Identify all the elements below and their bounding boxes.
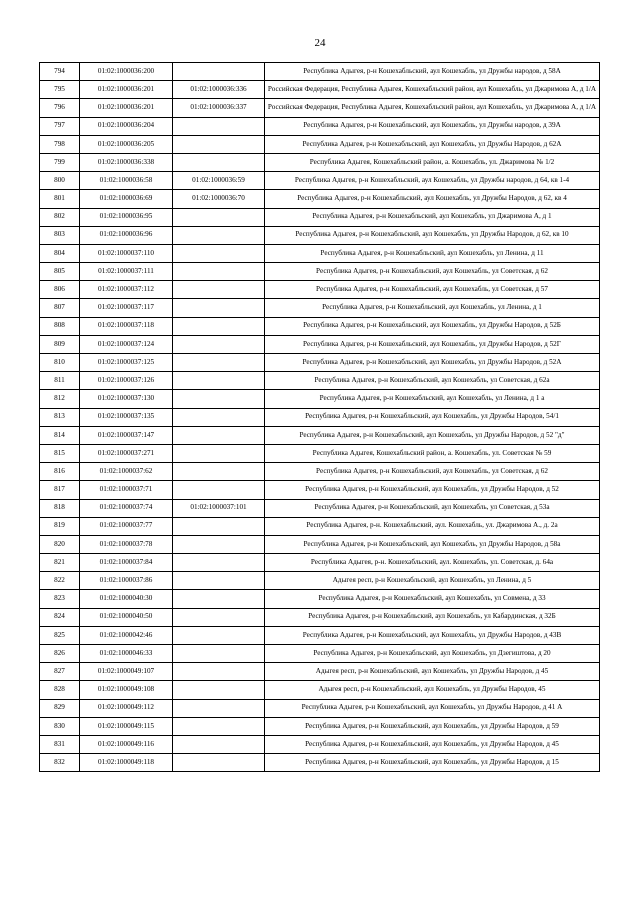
address-cell: Республика Адыгея, р-н Кошехабльский, аул Кошехабль, ул Советская, д 57 bbox=[265, 281, 600, 299]
row-number-cell: 832 bbox=[40, 754, 80, 772]
row-number-cell: 801 bbox=[40, 190, 80, 208]
row-number-cell: 806 bbox=[40, 281, 80, 299]
cadastral-number-cell: 01:02:1000037:71 bbox=[80, 481, 173, 499]
related-cadastral-number-cell bbox=[173, 244, 265, 262]
row-number-cell: 831 bbox=[40, 735, 80, 753]
row-number-cell: 796 bbox=[40, 99, 80, 117]
table-row bbox=[40, 190, 600, 208]
row-number-cell: 817 bbox=[40, 481, 80, 499]
table-row bbox=[40, 299, 600, 317]
related-cadastral-number-cell bbox=[173, 408, 265, 426]
table-row bbox=[40, 572, 600, 590]
related-cadastral-number-cell bbox=[173, 735, 265, 753]
table-row bbox=[40, 426, 600, 444]
address-cell: Адыгея респ, р-н Кошехабльский, аул Кошехабль, ул Ленина, д 5 bbox=[265, 572, 600, 590]
cadastral-number-cell: 01:02:1000046:33 bbox=[80, 645, 173, 663]
row-number-cell: 795 bbox=[40, 81, 80, 99]
row-number-cell: 830 bbox=[40, 717, 80, 735]
address-cell: Республика Адыгея, р-н Кошехабльский, аул Кошехабль, ул Советская, д 62 bbox=[265, 463, 600, 481]
cadastral-number-cell: 01:02:1000037:62 bbox=[80, 463, 173, 481]
table-row bbox=[40, 699, 600, 717]
address-cell: Республика Адыгея, р-н Кошехабльский, аул Кошехабль, ул Дружбы Народов, д 45 bbox=[265, 735, 600, 753]
related-cadastral-number-cell bbox=[173, 281, 265, 299]
related-cadastral-number-cell bbox=[173, 135, 265, 153]
address-cell: Республика Адыгея, р-н Кошехабльский, аул Кошехабль, ул Джаримова А, д 1 bbox=[265, 208, 600, 226]
address-cell: Республика Адыгея, Кошехабльский район, а. Кошехабль, ул. Советская № 59 bbox=[265, 444, 600, 462]
row-number-cell: 827 bbox=[40, 663, 80, 681]
cadastral-number-cell: 01:02:1000037:84 bbox=[80, 554, 173, 572]
row-number-cell: 821 bbox=[40, 554, 80, 572]
row-number-cell: 805 bbox=[40, 263, 80, 281]
address-cell: Республика Адыгея, р-н Кошехабльский, аул Кошехабль, ул Дружбы Народов, д 43В bbox=[265, 626, 600, 644]
cadastral-number-cell: 01:02:1000036:205 bbox=[80, 135, 173, 153]
row-number-cell: 800 bbox=[40, 172, 80, 190]
related-cadastral-number-cell: 01:02:1000036:336 bbox=[173, 81, 265, 99]
address-cell: Республика Адыгея, р-н Кошехабльский, аул Кошехабль, ул Дружбы Народов, д 62А bbox=[265, 135, 600, 153]
address-cell: Республика Адыгея, р-н Кошехабльский, аул Кошехабль, ул Дружбы народов, д 58А bbox=[265, 63, 600, 81]
address-cell: Республика Адыгея, р-н Кошехабльский, аул Кошехабль, ул Ленина, д 11 bbox=[265, 244, 600, 262]
address-cell: Республика Адыгея, Кошехабльский район, а. Кошехабль, ул. Джаримова № 1/2 bbox=[265, 153, 600, 171]
related-cadastral-number-cell bbox=[173, 463, 265, 481]
row-number-cell: 824 bbox=[40, 608, 80, 626]
related-cadastral-number-cell bbox=[173, 608, 265, 626]
related-cadastral-number-cell bbox=[173, 590, 265, 608]
table-row bbox=[40, 63, 600, 81]
related-cadastral-number-cell bbox=[173, 354, 265, 372]
table-row bbox=[40, 263, 600, 281]
address-cell: Адыгея респ, р-н Кошехабльский, аул Кошехабль, ул Дружбы Народов, 45 bbox=[265, 681, 600, 699]
cadastral-number-cell: 01:02:1000049:107 bbox=[80, 663, 173, 681]
related-cadastral-number-cell bbox=[173, 754, 265, 772]
row-number-cell: 826 bbox=[40, 645, 80, 663]
cadastral-number-cell: 01:02:1000036:96 bbox=[80, 226, 173, 244]
row-number-cell: 804 bbox=[40, 244, 80, 262]
row-number-cell: 808 bbox=[40, 317, 80, 335]
related-cadastral-number-cell bbox=[173, 390, 265, 408]
related-cadastral-number-cell: 01:02:1000037:101 bbox=[173, 499, 265, 517]
address-cell: Республика Адыгея, р-н Кошехабльский, аул Кошехабль, ул Дружбы Народов, д 62, кв 4 bbox=[265, 190, 600, 208]
cadastral-number-cell: 01:02:1000037:130 bbox=[80, 390, 173, 408]
cadastral-number-cell: 01:02:1000036:204 bbox=[80, 117, 173, 135]
address-cell: Республика Адыгея, р-н Кошехабльский, аул Кошехабль, ул Дружбы Народов, 54/1 bbox=[265, 408, 600, 426]
table-row bbox=[40, 99, 600, 117]
row-number-cell: 812 bbox=[40, 390, 80, 408]
address-cell: Республика Адыгея, р-н. Кошехабльский, аул. Кошехабль, ул. Джаримова А., д. 2а bbox=[265, 517, 600, 535]
row-number-cell: 794 bbox=[40, 63, 80, 81]
row-number-cell: 815 bbox=[40, 444, 80, 462]
cadastral-number-cell: 01:02:1000037:86 bbox=[80, 572, 173, 590]
address-cell: Республика Адыгея, р-н Кошехабльский, аул Кошехабль, ул Дружбы Народов, д 41 А bbox=[265, 699, 600, 717]
related-cadastral-number-cell bbox=[173, 426, 265, 444]
related-cadastral-number-cell bbox=[173, 572, 265, 590]
table-row bbox=[40, 535, 600, 553]
row-number-cell: 819 bbox=[40, 517, 80, 535]
cadastral-number-cell: 01:02:1000040:30 bbox=[80, 590, 173, 608]
row-number-cell: 823 bbox=[40, 590, 80, 608]
related-cadastral-number-cell bbox=[173, 153, 265, 171]
table-row bbox=[40, 663, 600, 681]
row-number-cell: 816 bbox=[40, 463, 80, 481]
related-cadastral-number-cell bbox=[173, 663, 265, 681]
address-cell: Республика Адыгея, р-н Кошехабльский, аул Кошехабль, ул Дружбы Народов, д 62, кв 10 bbox=[265, 226, 600, 244]
table-row bbox=[40, 517, 600, 535]
related-cadastral-number-cell bbox=[173, 63, 265, 81]
table-row bbox=[40, 481, 600, 499]
cadastral-number-cell: 01:02:1000037:78 bbox=[80, 535, 173, 553]
row-number-cell: 802 bbox=[40, 208, 80, 226]
table-row bbox=[40, 408, 600, 426]
row-number-cell: 825 bbox=[40, 626, 80, 644]
related-cadastral-number-cell bbox=[173, 335, 265, 353]
table-row bbox=[40, 681, 600, 699]
row-number-cell: 814 bbox=[40, 426, 80, 444]
table-row bbox=[40, 317, 600, 335]
cadastral-number-cell: 01:02:1000037:125 bbox=[80, 354, 173, 372]
address-cell: Адыгея респ, р-н Кошехабльский, аул Кошехабль, ул Дружбы Народов, д 45 bbox=[265, 663, 600, 681]
cadastral-number-cell: 01:02:1000036:201 bbox=[80, 81, 173, 99]
related-cadastral-number-cell bbox=[173, 372, 265, 390]
related-cadastral-number-cell bbox=[173, 117, 265, 135]
table-row bbox=[40, 390, 600, 408]
table-row bbox=[40, 444, 600, 462]
cadastral-number-cell: 01:02:1000037:77 bbox=[80, 517, 173, 535]
table-row bbox=[40, 172, 600, 190]
cadastral-number-cell: 01:02:1000037:117 bbox=[80, 299, 173, 317]
related-cadastral-number-cell bbox=[173, 263, 265, 281]
table-row bbox=[40, 645, 600, 663]
address-cell: Республика Адыгея, р-н Кошехабльский, аул Кошехабль, ул Дружбы Народов, д 52Б bbox=[265, 317, 600, 335]
table-row bbox=[40, 208, 600, 226]
table-row bbox=[40, 372, 600, 390]
related-cadastral-number-cell bbox=[173, 299, 265, 317]
row-number-cell: 809 bbox=[40, 335, 80, 353]
cadastral-number-cell: 01:02:1000037:271 bbox=[80, 444, 173, 462]
cadastral-number-cell: 01:02:1000040:50 bbox=[80, 608, 173, 626]
cadastral-number-cell: 01:02:1000036:58 bbox=[80, 172, 173, 190]
address-cell: Республика Адыгея, р-н Кошехабльский, аул Кошехабль, ул Советская, д 62а bbox=[265, 372, 600, 390]
related-cadastral-number-cell: 01:02:1000036:59 bbox=[173, 172, 265, 190]
related-cadastral-number-cell bbox=[173, 444, 265, 462]
row-number-cell: 797 bbox=[40, 117, 80, 135]
address-cell: Республика Адыгея, р-н Кошехабльский, аул Кошехабль, ул Совмена, д 33 bbox=[265, 590, 600, 608]
cadastral-number-cell: 01:02:1000036:95 bbox=[80, 208, 173, 226]
row-number-cell: 811 bbox=[40, 372, 80, 390]
address-cell: Республика Адыгея, р-н Кошехабльский, аул Кошехабль, ул Ленина, д 1 а bbox=[265, 390, 600, 408]
cadastral-number-cell: 01:02:1000037:110 bbox=[80, 244, 173, 262]
table-row bbox=[40, 463, 600, 481]
row-number-cell: 810 bbox=[40, 354, 80, 372]
cadastral-number-cell: 01:02:1000037:135 bbox=[80, 408, 173, 426]
table-row bbox=[40, 153, 600, 171]
registry-table-body bbox=[40, 63, 600, 772]
cadastral-number-cell: 01:02:1000037:147 bbox=[80, 426, 173, 444]
cadastral-number-cell: 01:02:1000036:200 bbox=[80, 63, 173, 81]
related-cadastral-number-cell bbox=[173, 681, 265, 699]
address-cell: Республика Адыгея, р-н Кошехабльский, аул Кошехабль, ул Ленина, д 1 bbox=[265, 299, 600, 317]
address-cell: Республика Адыгея, р-н Кошехабльский, аул Кошехабль, ул Дружбы народов, д 39А bbox=[265, 117, 600, 135]
cadastral-number-cell: 01:02:1000049:108 bbox=[80, 681, 173, 699]
cadastral-number-cell: 01:02:1000036:338 bbox=[80, 153, 173, 171]
cadastral-number-cell: 01:02:1000037:111 bbox=[80, 263, 173, 281]
address-cell: Республика Адыгея, р-н. Кошехабльский, аул. Кошехабль, ул. Советская, д. 64а bbox=[265, 554, 600, 572]
row-number-cell: 820 bbox=[40, 535, 80, 553]
table-row bbox=[40, 554, 600, 572]
address-cell: Республика Адыгея, р-н Кошехабльский, аул Кошехабль, ул Дружбы Народов, д 58а bbox=[265, 535, 600, 553]
cadastral-number-cell: 01:02:1000037:74 bbox=[80, 499, 173, 517]
table-row bbox=[40, 717, 600, 735]
cadastral-number-cell: 01:02:1000037:124 bbox=[80, 335, 173, 353]
related-cadastral-number-cell bbox=[173, 699, 265, 717]
address-cell: Российская Федерация, Республика Адыгея, Кошехабльский район, аул Кошехабль, ул Джаримова А, д 1/А bbox=[265, 81, 600, 99]
address-cell: Республика Адыгея, р-н Кошехабльский, аул Кошехабль, ул Дзегиштова, д 20 bbox=[265, 645, 600, 663]
related-cadastral-number-cell bbox=[173, 717, 265, 735]
address-cell: Республика Адыгея, р-н Кошехабльский, аул Кошехабль, ул Дружбы Народов, д 52 "д" bbox=[265, 426, 600, 444]
address-cell: Республика Адыгея, р-н Кошехабльский, аул Кошехабль, ул Дружбы Народов, д 52А bbox=[265, 354, 600, 372]
cadastral-number-cell: 01:02:1000036:201 bbox=[80, 99, 173, 117]
cadastral-number-cell: 01:02:1000037:112 bbox=[80, 281, 173, 299]
address-cell: Российская Федерация, Республика Адыгея, Кошехабльский район, аул Кошехабль, ул Джаримова А, д 1/А bbox=[265, 99, 600, 117]
row-number-cell: 807 bbox=[40, 299, 80, 317]
address-cell: Республика Адыгея, р-н Кошехабльский, аул Кошехабль, ул Дружбы Народов, д 59 bbox=[265, 717, 600, 735]
related-cadastral-number-cell bbox=[173, 554, 265, 572]
row-number-cell: 798 bbox=[40, 135, 80, 153]
cadastral-number-cell: 01:02:1000036:69 bbox=[80, 190, 173, 208]
related-cadastral-number-cell bbox=[173, 645, 265, 663]
row-number-cell: 799 bbox=[40, 153, 80, 171]
page-number: 24 bbox=[314, 37, 326, 49]
related-cadastral-number-cell: 01:02:1000036:70 bbox=[173, 190, 265, 208]
cadastral-number-cell: 01:02:1000042:46 bbox=[80, 626, 173, 644]
table-row bbox=[40, 117, 600, 135]
row-number-cell: 818 bbox=[40, 499, 80, 517]
table-row bbox=[40, 135, 600, 153]
related-cadastral-number-cell: 01:02:1000036:337 bbox=[173, 99, 265, 117]
cadastral-number-cell: 01:02:1000049:118 bbox=[80, 754, 173, 772]
table-row bbox=[40, 354, 600, 372]
table-row bbox=[40, 626, 600, 644]
cadastral-number-cell: 01:02:1000049:112 bbox=[80, 699, 173, 717]
cadastral-number-cell: 01:02:1000049:116 bbox=[80, 735, 173, 753]
address-cell: Республика Адыгея, р-н Кошехабльский, аул Кошехабль, ул Дружбы народов, д 64, кв 1-4 bbox=[265, 172, 600, 190]
table-row bbox=[40, 735, 600, 753]
registry-table bbox=[39, 62, 600, 772]
address-cell: Республика Адыгея, р-н Кошехабльский, аул Кошехабль, ул Советская, д 62 bbox=[265, 263, 600, 281]
row-number-cell: 803 bbox=[40, 226, 80, 244]
related-cadastral-number-cell bbox=[173, 517, 265, 535]
table-row bbox=[40, 754, 600, 772]
row-number-cell: 829 bbox=[40, 699, 80, 717]
row-number-cell: 822 bbox=[40, 572, 80, 590]
table-row bbox=[40, 244, 600, 262]
address-cell: Республика Адыгея, р-н Кошехабльский, аул Кошехабль, ул Советская, д 53а bbox=[265, 499, 600, 517]
related-cadastral-number-cell bbox=[173, 226, 265, 244]
cadastral-number-cell: 01:02:1000037:118 bbox=[80, 317, 173, 335]
address-cell: Республика Адыгея, р-н Кошехабльский, аул Кошехабль, ул Дружбы Народов, д 52Г bbox=[265, 335, 600, 353]
related-cadastral-number-cell bbox=[173, 535, 265, 553]
table-row bbox=[40, 335, 600, 353]
table-row bbox=[40, 81, 600, 99]
related-cadastral-number-cell bbox=[173, 317, 265, 335]
cadastral-number-cell: 01:02:1000049:115 bbox=[80, 717, 173, 735]
related-cadastral-number-cell bbox=[173, 208, 265, 226]
related-cadastral-number-cell bbox=[173, 626, 265, 644]
address-cell: Республика Адыгея, р-н Кошехабльский, аул Кошехабль, ул Дружбы Народов, д 52 bbox=[265, 481, 600, 499]
cadastral-number-cell: 01:02:1000037:126 bbox=[80, 372, 173, 390]
table-row bbox=[40, 226, 600, 244]
address-cell: Республика Адыгея, р-н Кошехабльский, аул Кошехабль, ул Дружбы Народов, д 15 bbox=[265, 754, 600, 772]
row-number-cell: 828 bbox=[40, 681, 80, 699]
address-cell: Республика Адыгея, р-н Кошехабльский, аул Кошехабль, ул Кабардинская, д 32Б bbox=[265, 608, 600, 626]
related-cadastral-number-cell bbox=[173, 481, 265, 499]
table-row bbox=[40, 590, 600, 608]
table-row bbox=[40, 608, 600, 626]
row-number-cell: 813 bbox=[40, 408, 80, 426]
table-row bbox=[40, 281, 600, 299]
table-row bbox=[40, 499, 600, 517]
